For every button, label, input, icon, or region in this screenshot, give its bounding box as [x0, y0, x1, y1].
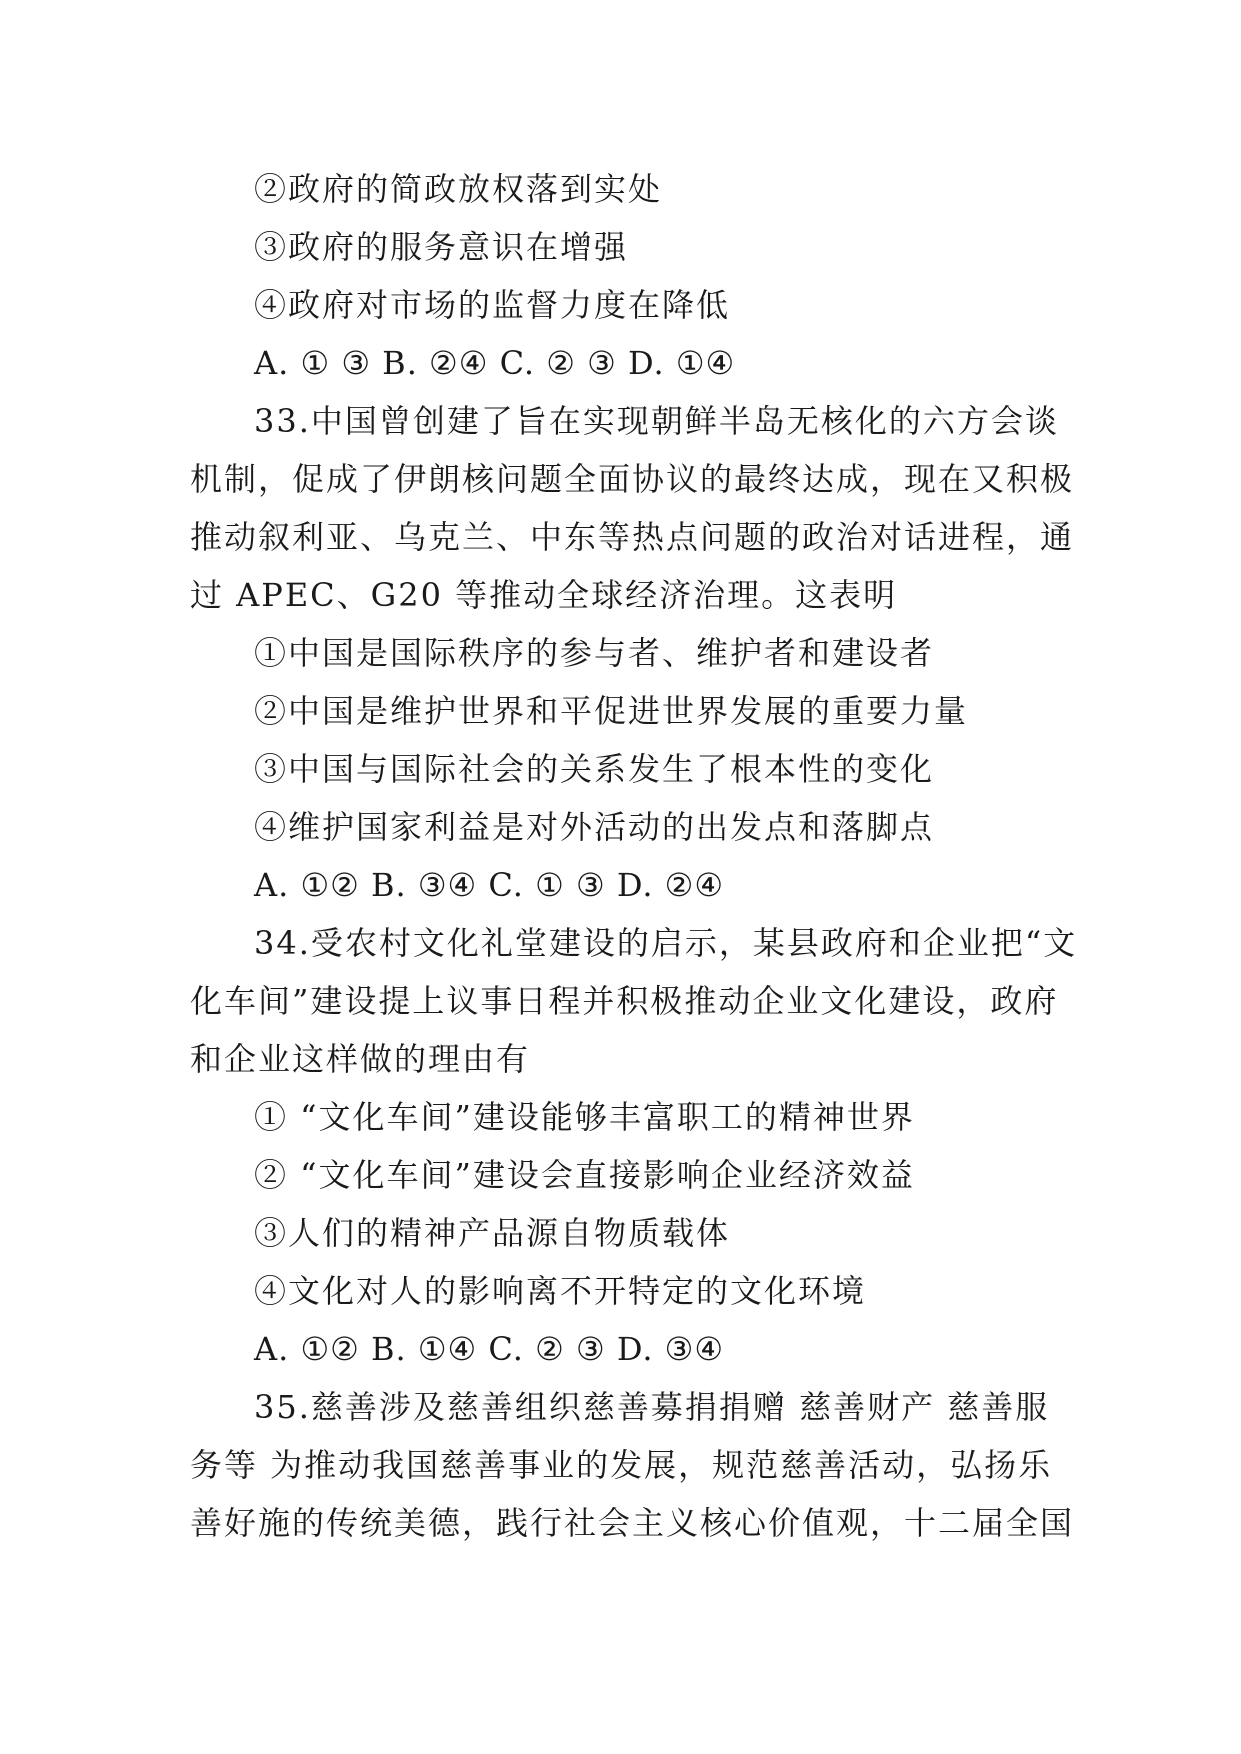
exam-text [190, 160, 1078, 1552]
q34-option-4: ④文化对人的影响离不开特定的文化环境 [254, 1272, 867, 1310]
q33-stem-line-1: 33.中国曾创建了旨在实现朝鲜半岛无核化的六方会谈 [254, 402, 1059, 440]
q35-stem-line-1: 35.慈善涉及慈善组织慈善募捐捐赠 慈善财产 慈善服 [254, 1388, 1050, 1426]
q34-option-3: ③人们的精神产品源自物质载体 [254, 1214, 731, 1252]
q32-option-4: ④政府对市场的监督力度在降低 [254, 286, 731, 324]
q32-option-3: ③政府的服务意识在增强 [254, 228, 629, 266]
q33-stem-line-2: 机制，促成了伊朗核问题全面协议的最终达成，现在又积极 [190, 460, 1075, 498]
q34-stem-line-2: 化车间”建设提上议事日程并积极推动企业文化建设，政府 [190, 982, 1059, 1020]
q33-option-4: ④维护国家利益是对外活动的出发点和落脚点 [254, 808, 935, 846]
q35-stem-line-3: 善好施的传统美德，践行社会主义核心价值观，十二届全国 [190, 1504, 1075, 1542]
q33-stem-line-3: 推动叙利亚、乌克兰、中东等热点问题的政治对话进程，通 [190, 518, 1075, 556]
q34-answer-choices: A. ①② B. ①④ C. ② ③ D. ③④ [254, 1330, 725, 1368]
q35-stem-line-2: 务等 为推动我国慈善事业的发展，规范慈善活动，弘扬乐 [190, 1446, 1053, 1484]
q33-option-2: ②中国是维护世界和平促进世界发展的重要力量 [254, 692, 969, 730]
q34-stem-line-3: 和企业这样做的理由有 [190, 1040, 531, 1078]
q34-stem-line-1: 34.受农村文化礼堂建设的启示，某县政府和企业把“文 [254, 924, 1078, 962]
q32-answer-choices: A. ① ③ B. ②④ C. ② ③ D. ①④ [254, 344, 736, 382]
q33-option-1: ①中国是国际秩序的参与者、维护者和建设者 [254, 634, 935, 672]
q33-stem-line-4: 过 APEC、G20 等推动全球经济治理。这表明 [190, 576, 898, 614]
q32-option-2: ②政府的简政放权落到实处 [254, 170, 663, 208]
q33-answer-choices: A. ①② B. ③④ C. ① ③ D. ②④ [254, 866, 725, 904]
q34-option-1: ① “文化车间”建设能够丰富职工的精神世界 [254, 1098, 915, 1136]
q33-option-3: ③中国与国际社会的关系发生了根本性的变化 [254, 750, 935, 788]
q34-option-2: ② “文化车间”建设会直接影响企业经济效益 [254, 1156, 915, 1194]
